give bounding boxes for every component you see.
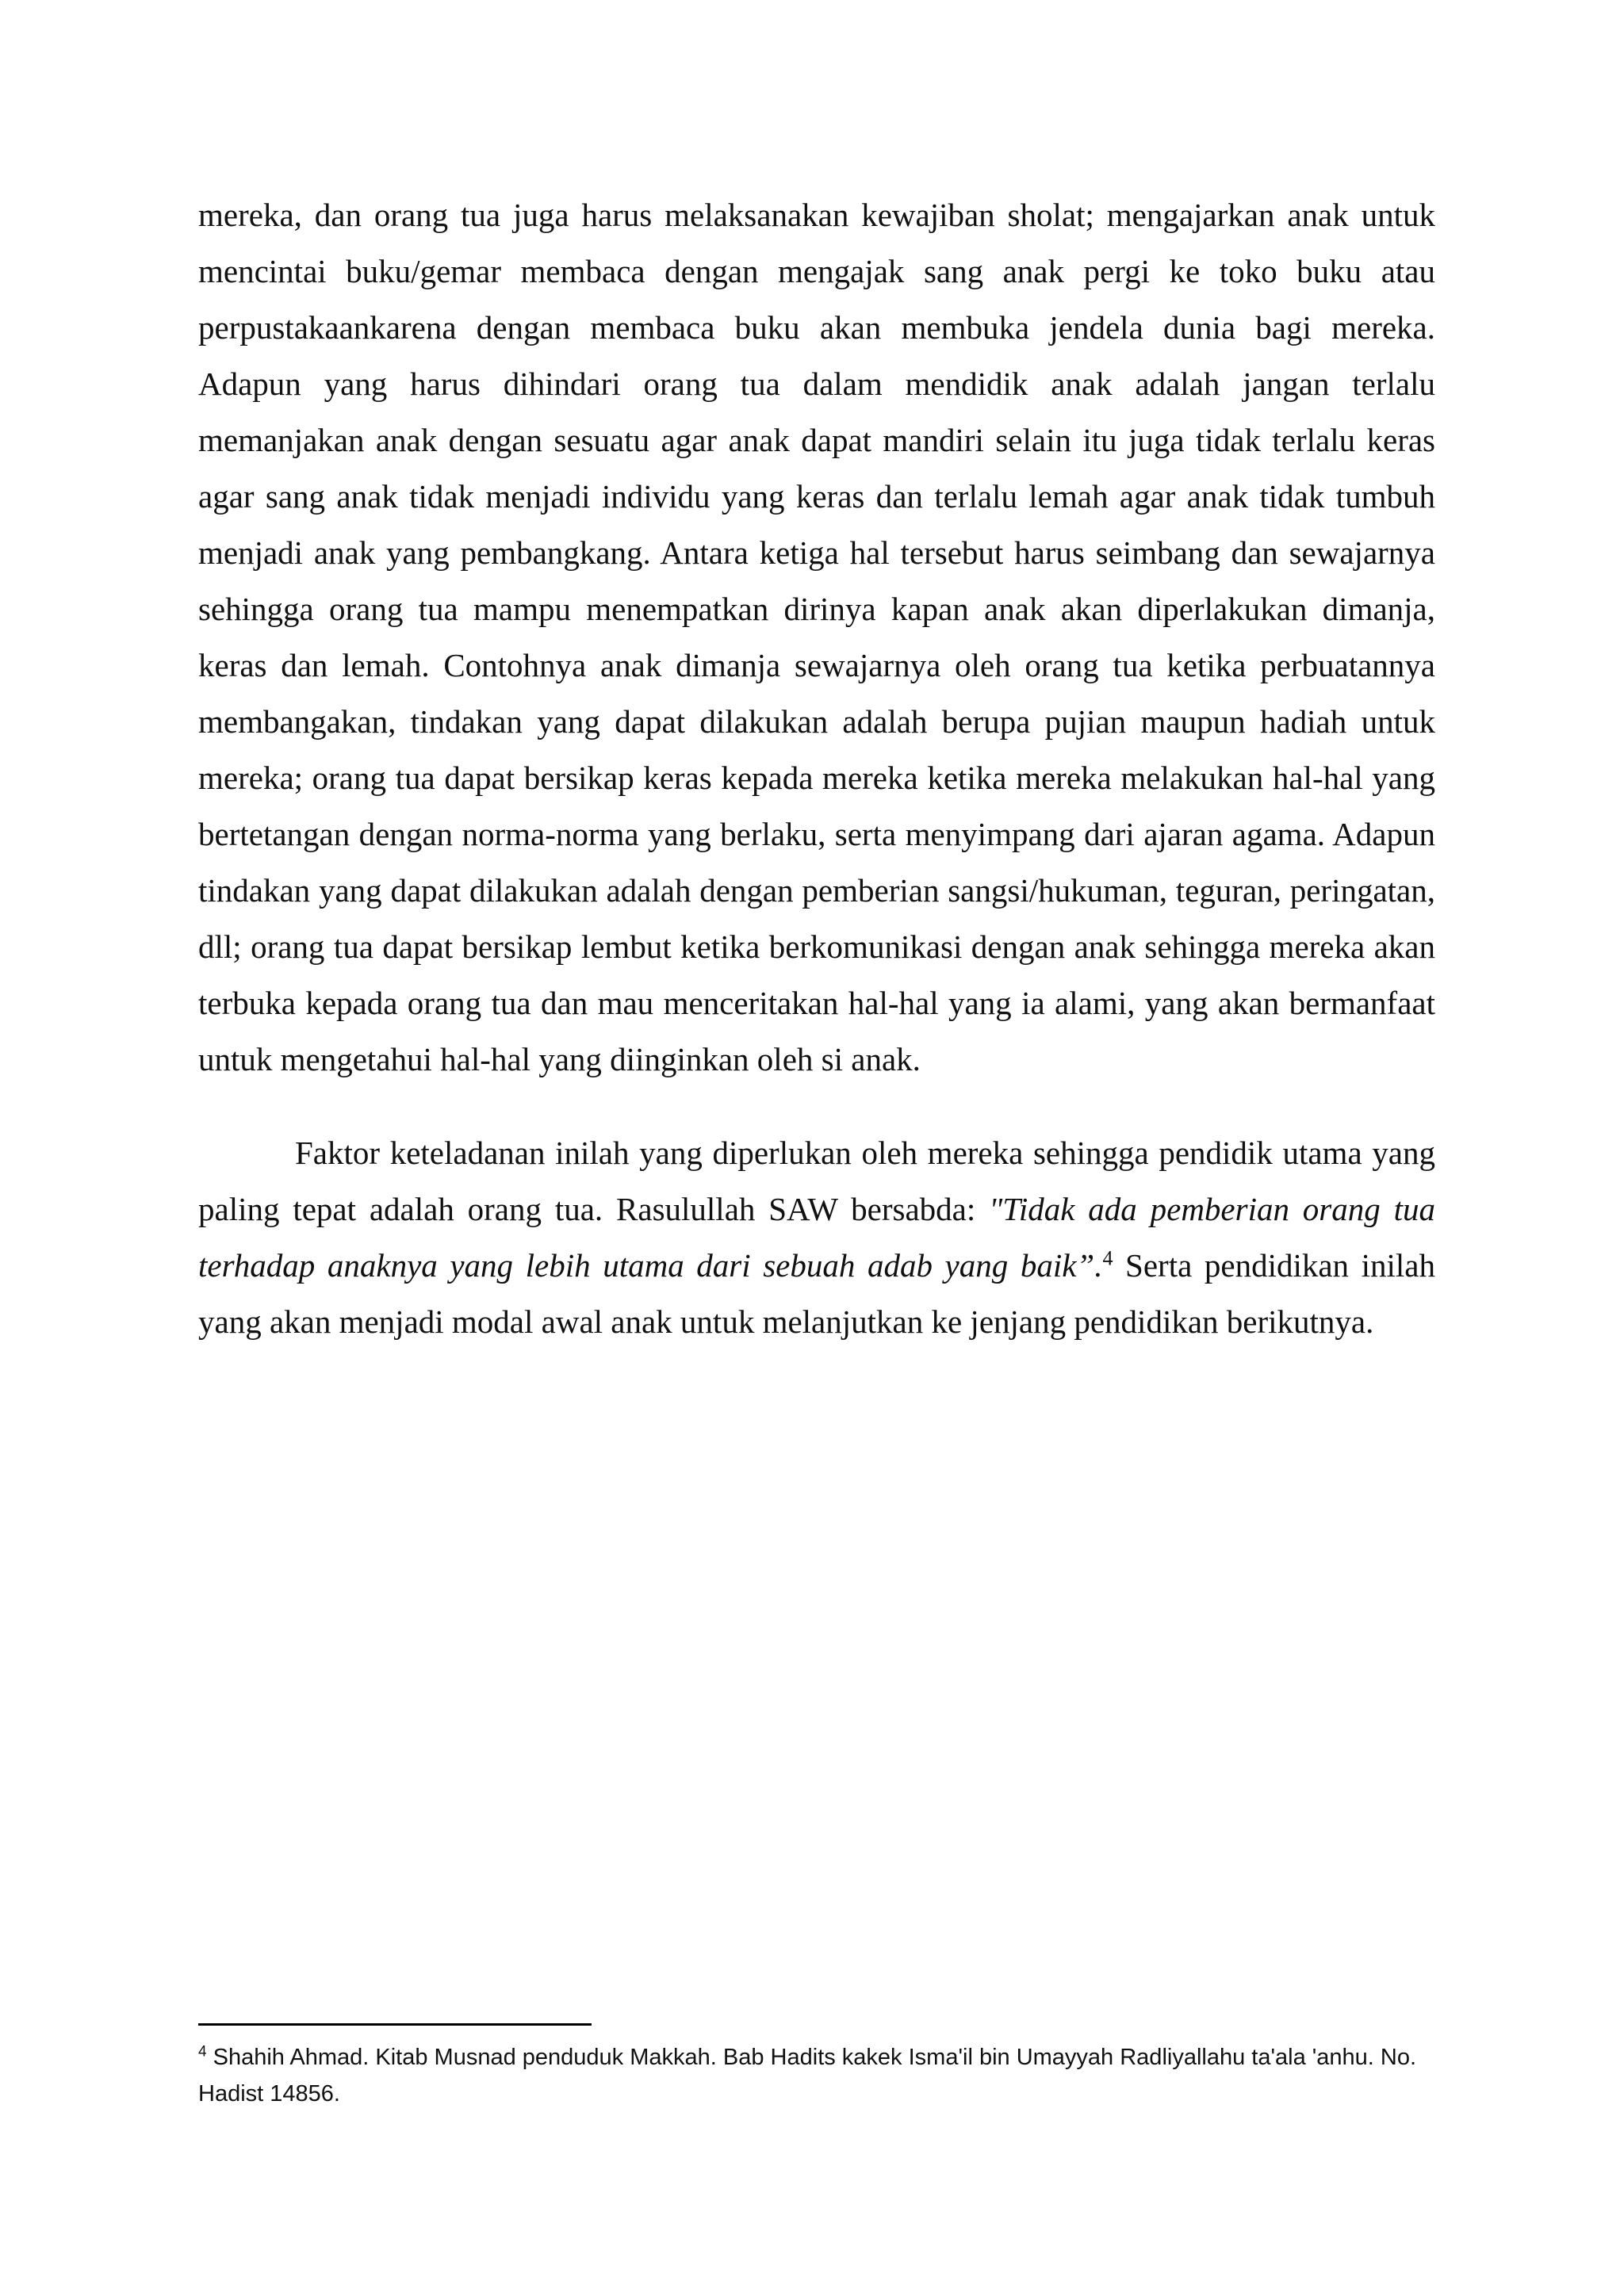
footnote-number: 4: [198, 2043, 207, 2061]
footnote-reference[interactable]: 4: [1102, 1246, 1113, 1270]
footnote-separator: [198, 2023, 592, 2026]
body-paragraph-2: [198, 1125, 1435, 1350]
footnote: [198, 2039, 1435, 2112]
paragraph-2-lead: Faktor keteladanan inilah yang diperlukan oleh mereka sehingga pendidik utama yang paling tepat adalah orang tua. Rasulullah SAW bersabda:: [198, 1135, 1435, 1227]
paragraph-2-tail: Serta pendidikan inilah yang akan menjadi modal awal anak untuk melanjutkan ke jenjang pendidikan berikutnya.: [198, 1247, 1436, 1340]
hadith-quote: "Tidak ada pemberian orang tua terhadap anaknya yang lebih utama dari sebuah adab yang baik”.: [198, 1191, 1435, 1284]
body-paragraph-1: mereka, dan orang tua juga harus melaksanakan kewajiban sholat; mengajarkan anak untuk mencintai buku/gemar membaca dengan mengajak sang anak pergi ke toko buku atau perpustakaankarena dengan membaca buku akan membuka jendela dunia bagi mereka. Adapun yang harus dihindari orang tua dalam mendidik anak adalah jangan terlalu memanjakan anak dengan sesuatu agar anak dapat mandiri selain itu juga tidak terlalu keras agar sang anak tidak menjadi individu yang keras dan terlalu lemah agar anak tidak tumbuh menjadi anak yang pembangkang. Antara ketiga hal tersebut harus seimbang dan sewajarnya sehingga orang tua mampu menempatkan dirinya kapan anak akan diperlakukan dimanja, keras dan lemah. Contohnya anak dimanja sewajarnya oleh orang tua ketika perbuatannya membangakan, tindakan yang dapat dilakukan adalah berupa pujian maupun hadiah untuk mereka; orang tua dapat bersikap keras kepada mereka ketika mereka melakukan hal-hal yang bertetangan dengan norma-norma yang berlaku, serta menyimpang dari ajaran agama. Adapun tindakan yang dapat dilakukan adalah dengan pemberian sangsi/hukuman, teguran, peringatan, dll; orang tua dapat bersikap lembut ketika berkomunikasi dengan anak sehingga mereka akan terbuka kepada orang tua dan mau menceritakan hal-hal yang ia alami, yang akan bermanfaat untuk mengetahui hal-hal yang diinginkan oleh si anak.: [198, 197, 1435, 1077]
footnote-text: Shahih Ahmad. Kitab Musnad penduduk Makkah. Bab Hadits kakek Isma'il bin Umayyah Radliyallahu ta'ala 'anhu. No. Hadist 14856.: [198, 2045, 1417, 2107]
